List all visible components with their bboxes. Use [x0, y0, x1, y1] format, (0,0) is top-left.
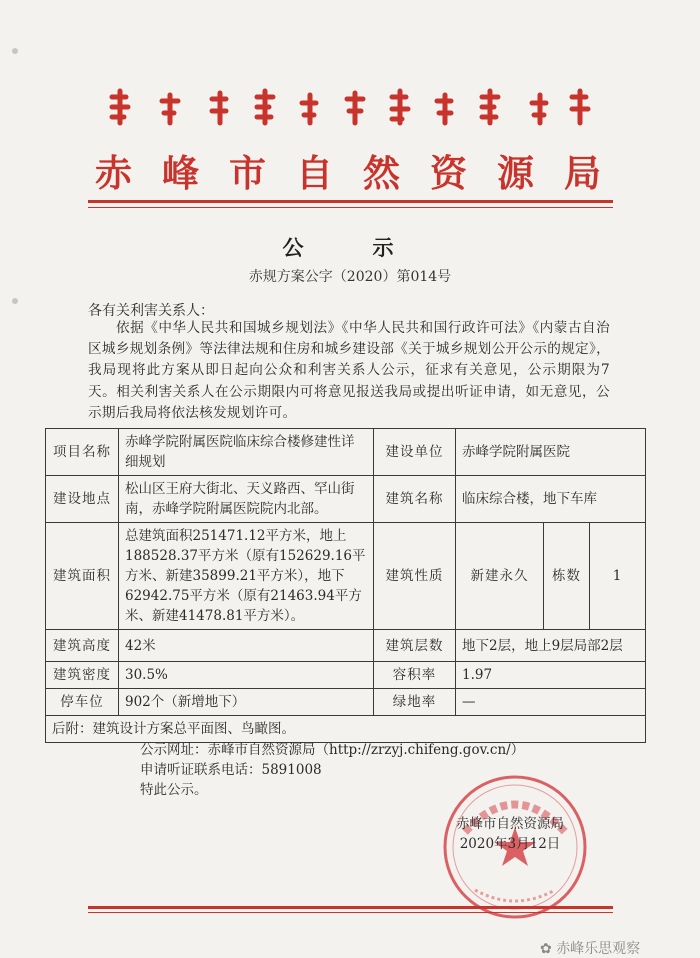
document-number: 赤规方案公字（2020）第014号 — [248, 269, 452, 285]
salutation: 各有关利害关系人： — [88, 303, 214, 319]
table-row — [46, 689, 646, 716]
footer-rule-thin — [88, 912, 613, 913]
closing-line: 特此公示。 — [140, 782, 208, 798]
watermark — [540, 938, 640, 958]
table-row — [46, 523, 646, 630]
nature-label: 建筑性质 — [374, 523, 456, 630]
signature-block — [456, 814, 564, 854]
green-label: 绿地率 — [374, 689, 456, 716]
notice-body: 依据《中华人民共和国城乡规划法》《中华人民共和国行政许可法》《内蒙古自治区城乡规划条例》等法律法规和住房和城乡建设部《关于城乡规划公开公示的规定》，我局现将此方案从即日起向公众和利害关系人公示，征求有关意见，公示期限为7天。相关利害关系人在公示期限内可将意见报送我局或提出听证申请，如无意见，公示期后我局将依法核发规划许可。 — [88, 320, 610, 421]
website-line: 公示网址：赤峰市自然资源局（http://zrzyj.chifeng.gov.cn/） — [140, 742, 525, 758]
header-rule-thin — [88, 207, 613, 208]
table-row — [46, 429, 646, 476]
parking-label: 停车位 — [46, 689, 119, 716]
table-row — [46, 630, 646, 662]
far-value: 1.97 — [456, 662, 646, 689]
density-value: 30.5% — [119, 662, 374, 689]
density-label: 建筑密度 — [46, 662, 119, 689]
signer-name: 赤峰市自然资源局 — [456, 816, 564, 832]
footer-rule-thick — [88, 906, 613, 909]
area-label: 建筑面积 — [46, 523, 119, 630]
building-name-value: 临床综合楼，地下车库 — [456, 476, 646, 523]
area-value: 总建筑面积251471.12平方米，地上188528.37平方米（原有152629.16平方米、新建35899.21平方米），地下62942.75平方米（原有21463.94平方米、新建41478.81平方米）。 — [119, 523, 374, 630]
construction-unit-label: 建设单位 — [374, 429, 456, 476]
far-label: 容积率 — [374, 662, 456, 689]
phone-line: 申请听证联系电话：5891008 — [140, 762, 322, 778]
watermark-text: 赤峰乐思观察 — [556, 941, 641, 957]
notice-title: 公 示 — [282, 235, 418, 260]
punch-hole — [12, 48, 18, 54]
floors-value: 地下2层，地上9层局部2层 — [456, 630, 646, 662]
nature-value: 新建永久 — [456, 523, 544, 630]
project-info-table — [45, 428, 646, 743]
wechat-icon: ✿ — [540, 941, 557, 957]
height-label: 建筑高度 — [46, 630, 119, 662]
punch-hole — [12, 298, 18, 304]
project-name-value: 赤峰学院附属医院临床综合楼修建性详细规划 — [119, 429, 374, 476]
attachment-note: 后附：建筑设计方案总平面图、鸟瞰图。 — [46, 716, 646, 743]
signing-date: 2020年3月12日 — [459, 836, 561, 852]
count-value: 1 — [590, 523, 646, 630]
mongolian-agency-name — [100, 85, 600, 129]
header-rule-thick — [88, 200, 613, 203]
table-row — [46, 662, 646, 689]
parking-value: 902个（新增地下） — [119, 689, 374, 716]
table-row — [46, 476, 646, 523]
construction-unit-value: 赤峰学院附属医院 — [456, 429, 646, 476]
agency-title: 赤峰市自然资源局 — [95, 151, 605, 195]
table-row — [46, 716, 646, 743]
height-value: 42米 — [119, 630, 374, 662]
location-label: 建设地点 — [46, 476, 119, 523]
location-value: 松山区王府大街北、天义路西、罕山街南，赤峰学院附属医院院内北部。 — [119, 476, 374, 523]
project-name-label: 项目名称 — [46, 429, 119, 476]
building-name-label: 建筑名称 — [374, 476, 456, 523]
count-label: 栋数 — [544, 523, 590, 630]
floors-label: 建筑层数 — [374, 630, 456, 662]
green-value: — — [456, 689, 646, 716]
